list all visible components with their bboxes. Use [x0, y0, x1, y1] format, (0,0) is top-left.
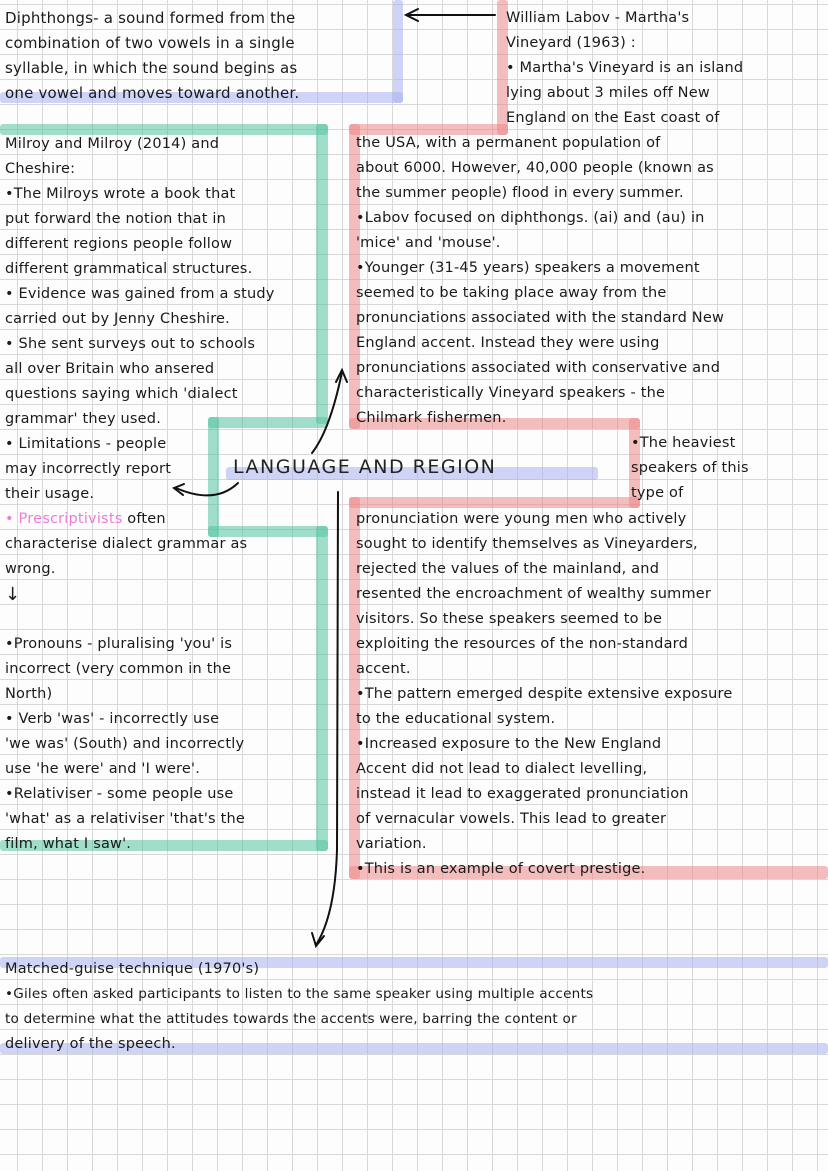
milroy-line: Cheshire:	[5, 161, 76, 177]
labov-line: of vernacular vowels. This lead to greater	[356, 811, 667, 827]
prescriptivists-line	[5, 507, 247, 532]
labov-line: •The pattern emerged despite extensive exposure	[356, 686, 733, 702]
labov-line: •Increased exposure to the New England	[356, 736, 662, 752]
labov-line: about 6000. However, 40,000 people (known as	[356, 160, 714, 176]
labov-line: resented the encroachment of wealthy summer	[356, 586, 712, 602]
milroy-line: may incorrectly report	[5, 461, 172, 477]
labov-line: Vineyard (1963) :	[506, 35, 636, 51]
labov-line: sought to identify themselves as Vineyarders,	[356, 536, 698, 552]
diphthongs-definition	[5, 6, 299, 106]
labov-line: •Labov focused on diphthongs. (ai) and (au) in	[356, 210, 705, 226]
example-line: 'what' as a relativiser 'that's the	[5, 811, 245, 827]
example-line: •Pronouns - pluralising 'you' is	[5, 636, 233, 652]
labov-line: variation.	[356, 836, 427, 852]
labov-line: pronunciation were young men who actively	[356, 511, 687, 527]
diphthongs-line: combination of two vowels in a single	[5, 34, 295, 52]
example-line: North)	[5, 686, 53, 702]
prescriptivists-rest: often	[122, 511, 166, 527]
labov-line: William Labov - Martha's	[506, 10, 690, 26]
labov-side	[631, 431, 749, 506]
example-line: 'we was' (South) and incorrectly	[5, 736, 245, 752]
milroy-line: • She sent surveys out to schools	[5, 336, 256, 352]
milroy-line: •The Milroys wrote a book that	[5, 186, 236, 202]
labov-line: to the educational system.	[356, 711, 556, 727]
labov-line: visitors. So these speakers seemed to be	[356, 611, 663, 627]
matched-guise-line: Matched-guise technique (1970's)	[5, 961, 260, 977]
milroy-line: • Evidence was gained from a study	[5, 286, 275, 302]
labov-line: type of	[631, 485, 684, 501]
matched-guise-line: to determine what the attitudes towards the accents were, barring the content or	[5, 1011, 577, 1027]
milroy-line: different grammatical structures.	[5, 261, 253, 277]
diphthongs-line: one vowel and moves toward another.	[5, 84, 300, 102]
matched-guise-line: •Giles often asked participants to listen to the same speaker using multiple accents	[5, 986, 594, 1002]
labov-line: characteristically Vineyard speakers - the	[356, 385, 666, 401]
dialect-examples	[5, 632, 245, 857]
labov-header	[506, 6, 743, 131]
arrow-title-to-matched-guise	[312, 492, 338, 946]
milroy-line: grammar' they used.	[5, 411, 162, 427]
diphthongs-line: syllable, in which the sound begins as	[5, 59, 298, 77]
labov-line: pronunciations associated with the standard New	[356, 310, 725, 326]
example-line: •Relativiser - some people use	[5, 786, 234, 802]
matched-guise-line: delivery of the speech.	[5, 1036, 176, 1052]
milroy-line: wrong.	[5, 561, 56, 577]
example-line: • Verb 'was' - incorrectly use	[5, 711, 220, 727]
milroy-line: questions saying which 'dialect	[5, 386, 238, 402]
example-line: incorrect (very common in the	[5, 661, 232, 677]
milroy-line: all over Britain who ansered	[5, 361, 215, 377]
limitations-notes	[5, 432, 247, 607]
labov-continued	[356, 131, 724, 431]
arrow-labov-to-diphthongs	[406, 9, 495, 21]
labov-line: Accent did not lead to dialect levelling,	[356, 761, 648, 777]
labov-line: accent.	[356, 661, 411, 677]
labov-line: • Martha's Vineyard is an island	[506, 60, 744, 76]
example-line: use 'he were' and 'I were'.	[5, 761, 201, 777]
labov-line: pronunciations associated with conservative and	[356, 360, 721, 376]
labov-line: England accent. Instead they were using	[356, 335, 660, 351]
matched-guise-notes	[5, 957, 593, 1057]
arrow-title-to-labov	[312, 370, 347, 453]
diphthongs-line: Diphthongs- a sound formed from the	[5, 9, 296, 27]
labov-line: instead it lead to exaggerated pronunciation	[356, 786, 689, 802]
labov-line: exploiting the resources of the non-standard	[356, 636, 688, 652]
labov-lower	[356, 507, 733, 882]
example-line: film, what I saw'.	[5, 836, 132, 852]
milroy-line: Milroy and Milroy (2014) and	[5, 136, 220, 152]
milroy-line: • Limitations - people	[5, 436, 167, 452]
page-title: LANGUAGE AND REGION	[233, 456, 497, 478]
milroy-line: different regions people follow	[5, 236, 233, 252]
labov-line: •Younger (31-45 years) speakers a movement	[356, 260, 700, 276]
labov-line: the USA, with a permanent population of	[356, 135, 661, 151]
labov-line: rejected the values of the mainland, and	[356, 561, 660, 577]
labov-line: 'mice' and 'mouse'.	[356, 235, 501, 251]
labov-line: Chilmark fishermen.	[356, 410, 507, 426]
milroy-line: their usage.	[5, 486, 95, 502]
labov-line: •The heaviest	[631, 435, 736, 451]
labov-line: lying about 3 miles off New	[506, 85, 710, 101]
milroy-line: put forward the notion that in	[5, 211, 227, 227]
milroy-notes	[5, 132, 275, 432]
labov-line: speakers of this	[631, 460, 749, 476]
down-arrow-icon: ↓	[5, 584, 21, 605]
labov-line: England on the East coast of	[506, 110, 720, 126]
prescriptivists-term: • Prescriptivists	[5, 511, 123, 527]
milroy-line: characterise dialect grammar as	[5, 536, 248, 552]
labov-line: •This is an example of covert prestige.	[356, 861, 646, 877]
labov-line: the summer people) flood in every summer.	[356, 185, 684, 201]
milroy-line: carried out by Jenny Cheshire.	[5, 311, 230, 327]
labov-line: seemed to be taking place away from the	[356, 285, 667, 301]
